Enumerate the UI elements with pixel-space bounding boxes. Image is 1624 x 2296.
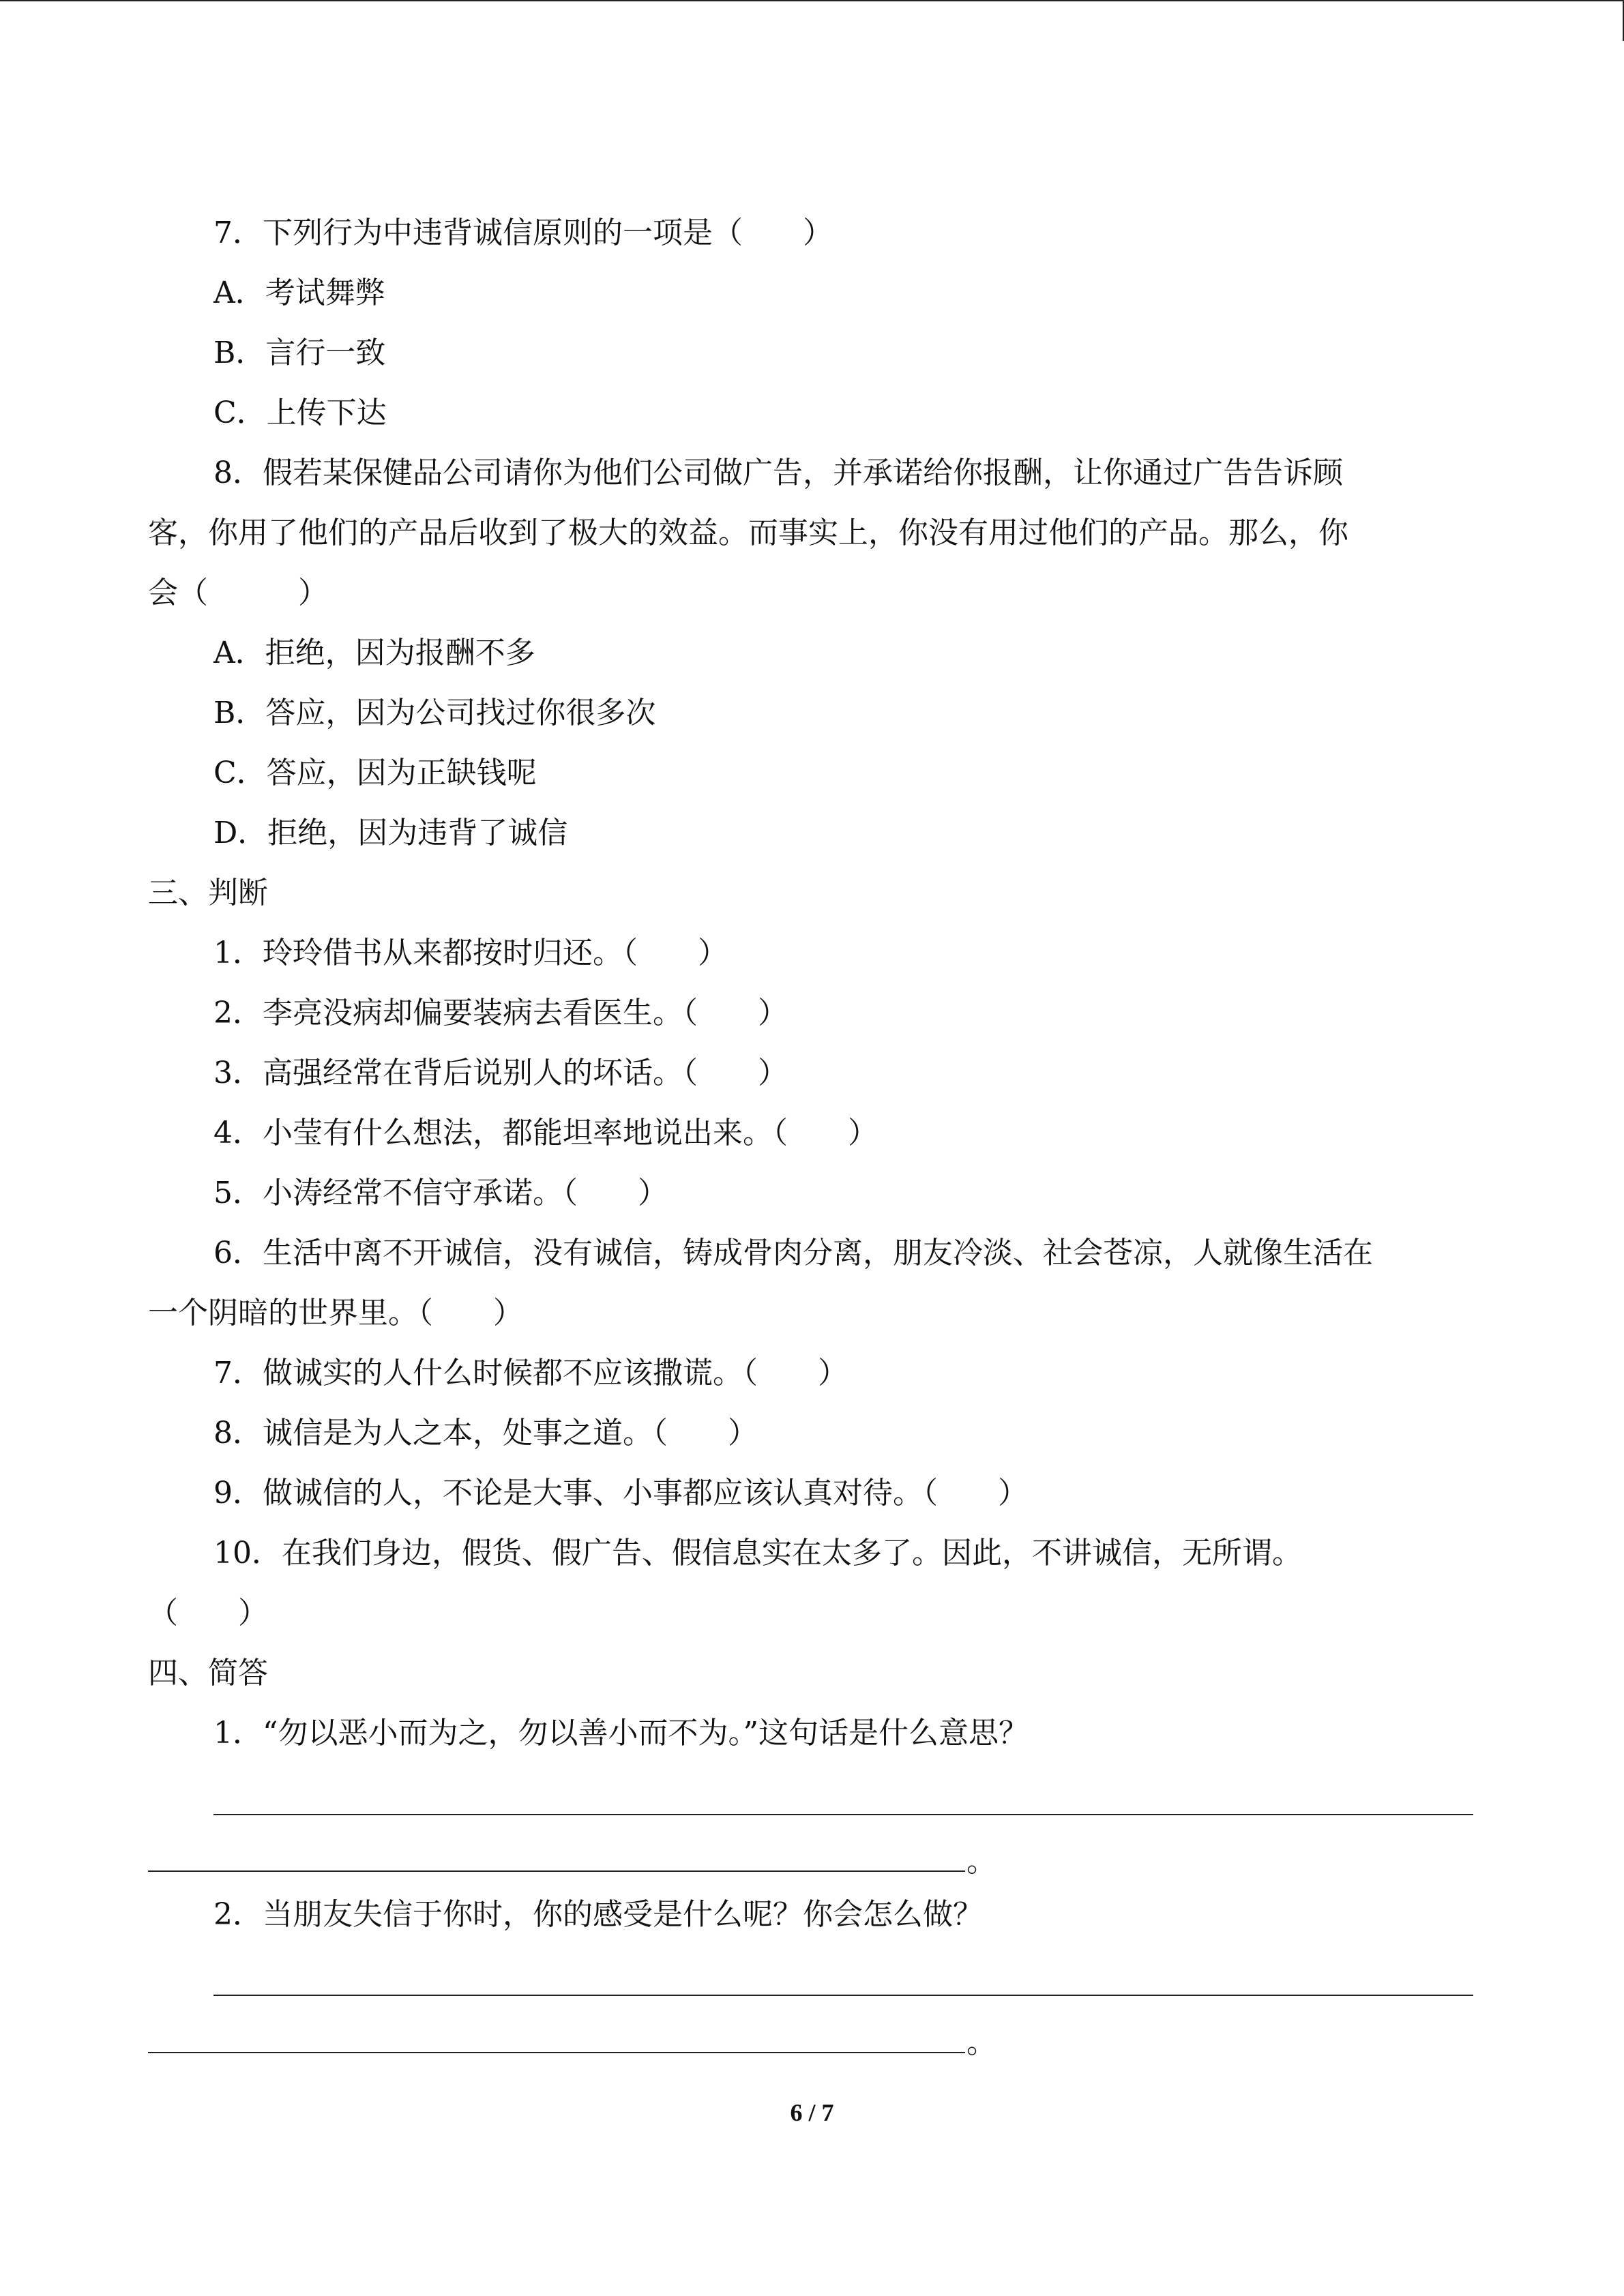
question-8-option-d: D．拒绝，因为违背了诚信 [213,816,568,850]
answer-1-end-mark: 。 [966,1844,996,1879]
question-8-option-c: C．答应，因为正缺钱呢 [213,756,537,790]
judge-item-9: 9．做诚信的人，不论是大事、小事都应该认真对待。（ ） [213,1476,1028,1510]
page-number: 6 / 7 [790,2099,834,2126]
question-8-stem-line-3: 会（ ） [148,576,328,610]
answer-2-end-mark: 。 [966,2025,996,2060]
judge-item-2: 2．李亮没病却偏要装病去看医生。（ ） [213,996,788,1030]
answer-line-1a[interactable] [213,1814,1473,1815]
question-8-stem-line-1: 8．假若某保健品公司请你为他们公司做广告，并承诺给你报酬，让你通过广告告诉顾 [213,456,1343,490]
judge-item-10-line-1: 10．在我们身边，假货、假广告、假信息实在太多了。因此，不讲诚信，无所谓。 [213,1536,1302,1570]
question-8-stem-line-2: 客，你用了他们的产品后收到了极大的效益。而事实上，你没有用过他们的产品。那么，你 [148,516,1348,550]
answer-line-2a[interactable] [213,1995,1473,1996]
section-4-heading: 四、简答 [148,1656,268,1690]
judge-item-6-line-1: 6．生活中离不开诚信，没有诚信，铸成骨肉分离，朋友冷淡、社会苍凉，人就像生活在 [213,1236,1373,1270]
short-answer-question-1: 1．“勿以恶小而为之，勿以善小而不为。”这句话是什么意思？ [213,1716,1029,1750]
short-answer-question-2: 2．当朋友失信于你时，你的感受是什么呢？你会怎么做？ [213,1897,983,1932]
judge-item-7: 7．做诚实的人什么时候都不应该撒谎。（ ） [213,1356,848,1390]
judge-item-10-line-2: （ ） [148,1596,268,1630]
judge-item-5: 5．小涛经常不信守承诺。（ ） [213,1176,668,1210]
question-7-stem: 7．下列行为中违背诚信原则的一项是（ ） [213,215,833,250]
judge-item-6-line-2: 一个阴暗的世界里。（ ） [148,1296,523,1330]
judge-item-4: 4．小莹有什么想法，都能坦率地说出来。（ ） [213,1116,878,1150]
judge-item-8: 8．诚信是为人之本，处事之道。（ ） [213,1416,758,1450]
judge-item-1: 1．玲玲借书从来都按时归还。（ ） [213,936,728,970]
question-8-option-b: B．答应，因为公司找过你很多次 [213,696,656,730]
section-3-heading: 三、判断 [148,876,268,910]
judge-item-3: 3．高强经常在背后说别人的坏话。（ ） [213,1056,788,1090]
question-7-option-b: B．言行一致 [213,336,386,370]
page-top-border [0,0,1624,1]
answer-line-2b[interactable] [148,2052,965,2053]
answer-line-1b[interactable] [148,1870,965,1872]
question-7-option-a: A．考试舞弊 [213,275,385,310]
question-7-option-c: C．上传下达 [213,396,387,430]
question-8-option-a: A．拒绝，因为报酬不多 [213,636,535,670]
